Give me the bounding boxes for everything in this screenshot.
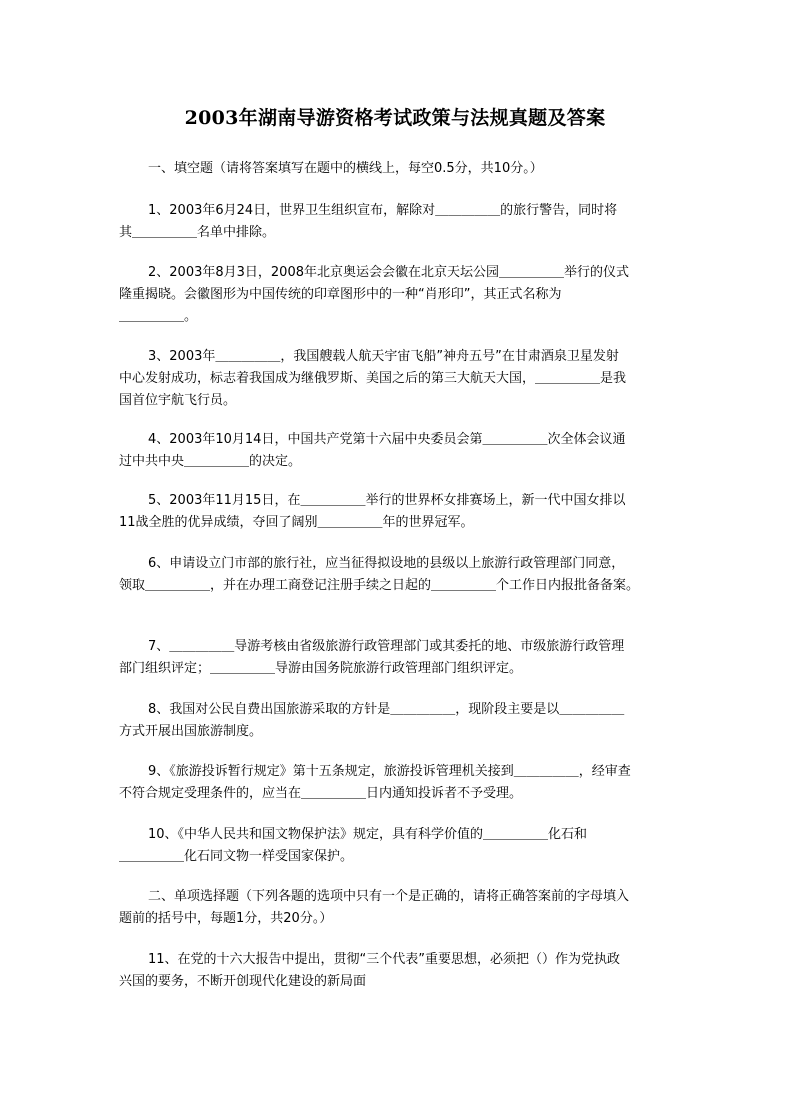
text-line: 领取＿＿＿＿＿，并在办理工商登记注册手续之日起的＿＿＿＿＿个工作日内报批备备案。 xyxy=(119,578,640,593)
text-line: 二、单项选择题（下列各题的选项中只有一个是正确的，请将正确答案前的字母填入 xyxy=(148,889,630,904)
text-line: 5、2003年11月15日，在＿＿＿＿＿举行的世界杯女排赛场上，新一代中国女排以 xyxy=(148,493,626,508)
text-line: 11战全胜的优异成绩，夺回了阔别＿＿＿＿＿年的世界冠军。 xyxy=(119,515,474,530)
text-line: 部门组织评定；＿＿＿＿＿导游由国务院旅游行政管理部门组织评定。 xyxy=(119,661,523,676)
question-6 xyxy=(119,553,679,597)
text-line: 题前的括号中，每题1分，共20分。） xyxy=(119,911,333,926)
text-line: 过中共中央＿＿＿＿＿的决定。 xyxy=(119,454,302,469)
text-line: 3、2003年＿＿＿＿＿，我国艘载人航天宇宙飞船”神舟五号”在甘肃酒泉卫星发射 xyxy=(148,349,619,364)
question-1 xyxy=(119,200,679,244)
question-2 xyxy=(119,262,679,328)
text-line: 不符合规定受理条件的，应当在＿＿＿＿＿日内通知投诉者不予受理。 xyxy=(119,786,523,801)
text-line: 7、＿＿＿＿＿导游考核由省级旅游行政管理部门或其委托的地、市级旅游行政管理 xyxy=(148,639,625,654)
text-line: 一、填空题（请将答案填写在题中的横线上，每空0.5分，共10分。） xyxy=(148,161,543,176)
section-heading-single-choice xyxy=(119,886,679,930)
question-5 xyxy=(119,490,679,534)
text-line: 隆重揭晓。会徽图形为中国传统的印章图形中的一种“肖形印”，其正式名称为 xyxy=(119,287,562,302)
text-line: 11、在党的十六大报告中提出，贯彻“三个代表”重要思想，必须把（）作为党执政 xyxy=(148,952,621,967)
text-line: 6、申请设立门市部的旅行社，应当征得拟设地的县级以上旅游行政管理部门同意， xyxy=(148,556,625,571)
question-3 xyxy=(119,346,679,412)
text-line: 9、《旅游投诉暂行规定》第十五条规定，旅游投诉管理机关接到＿＿＿＿＿，经审查 xyxy=(148,764,631,779)
text-line: 10、《中华人民共和国文物保护法》规定，具有科学价值的＿＿＿＿＿化石和 xyxy=(148,827,588,842)
question-8 xyxy=(119,699,679,743)
text-line: 2、2003年8月3日，2008年北京奥运会会徽在北京天坛公园＿＿＿＿＿举行的仪式 xyxy=(148,265,629,280)
text-line: 中心发射成功，标志着我国成为继俄罗斯、美国之后的第三大航天大国，＿＿＿＿＿是我 xyxy=(119,371,627,386)
text-line: ＿＿＿＿＿化石同文物一样受国家保护。 xyxy=(119,849,354,864)
question-9 xyxy=(119,761,679,805)
question-10 xyxy=(119,824,679,868)
text-line: 方式开展出国旅游制度。 xyxy=(119,724,263,739)
text-line: 4、2003年10月14日，中国共产党第十六届中央委员会第＿＿＿＿＿次全体会议通 xyxy=(148,432,626,447)
text-line: 其＿＿＿＿＿名单中排除。 xyxy=(119,225,276,240)
text-line: 兴国的要务，不断开创现代化建设的新局面 xyxy=(119,974,367,989)
text-line: ＿＿＿＿＿。 xyxy=(119,309,198,324)
section-heading-fill-in xyxy=(119,158,679,180)
question-4 xyxy=(119,429,679,473)
question-11 xyxy=(119,949,679,993)
document-title: 2003年湖南导游资格考试政策与法规真题及答案 xyxy=(184,107,606,129)
text-line: 国首位宇航飞行员。 xyxy=(119,393,237,408)
text-line: 1、2003年6月24日，世界卫生组织宣布，解除对＿＿＿＿＿的旅行警告，同时将 xyxy=(148,203,618,218)
question-7 xyxy=(119,636,679,680)
text-line: 8、我国对公民自费出国旅游采取的方针是＿＿＿＿＿，现阶段主要是以＿＿＿＿＿ xyxy=(148,702,625,717)
